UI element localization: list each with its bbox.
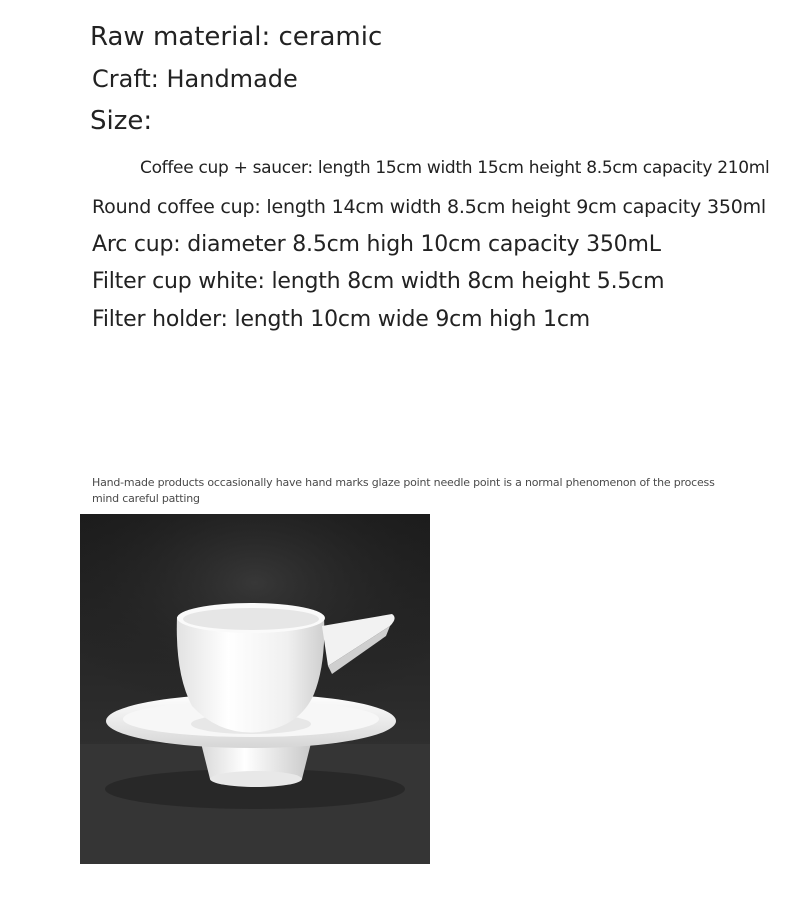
raw-material-heading: Raw material: ceramic [90,22,383,52]
size-heading: Size: [90,106,153,136]
size-line-filter-cup: Filter cup white: length 8cm width 8cm height 5.5cm [92,269,665,294]
craft-heading: Craft: Handmade [92,65,298,93]
product-photo [80,514,430,864]
size-line-filter-holder: Filter holder: length 10cm wide 9cm high 1cm [92,307,590,332]
cup-and-saucer-illustration [80,514,430,864]
size-line-round-cup: Round coffee cup: length 14cm width 8.5cm height 9cm capacity 350ml [92,196,766,218]
size-line-arc-cup: Arc cup: diameter 8.5cm high 10cm capacity 350mL [92,232,661,257]
size-line-cup-saucer: Coffee cup + saucer: length 15cm width 15cm height 8.5cm capacity 210ml [140,158,770,178]
handmade-note: Hand-made products occasionally have hand marks glaze point needle point is a normal phenomenon of the process mind careful patting [92,476,715,505]
